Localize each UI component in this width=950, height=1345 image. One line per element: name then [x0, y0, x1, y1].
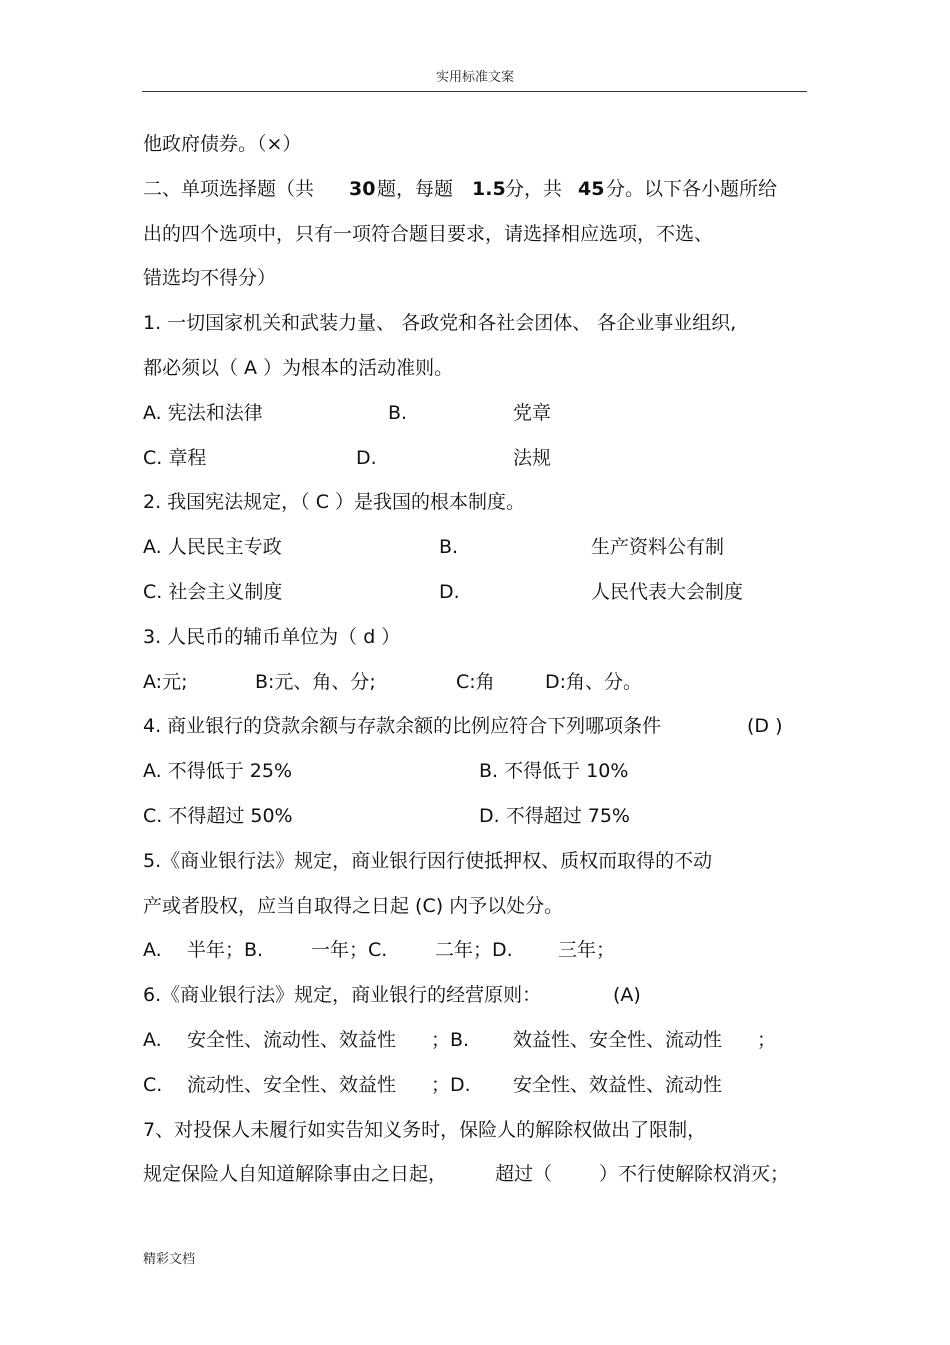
section-heading [143, 167, 808, 212]
option-c: C. 不得超过 50% [143, 804, 293, 827]
question-2 [143, 480, 808, 525]
question-text: 2. 我国宪法规定，（ C ）是我国的根本制度。 [143, 491, 526, 514]
question-text: 7、对投保人未履行如实告知义务时，保险人的解除权做出了限制， [143, 1118, 707, 1141]
question-7 [143, 1108, 808, 1153]
line-text: 他政府债券。（×） [143, 133, 302, 155]
question-text: 规定保险人自知道解除事由之日起， [143, 1163, 448, 1186]
question-7-continued [143, 1152, 808, 1197]
question-text: ）不行使解除权消灭； [599, 1163, 790, 1186]
option-c: C. 章程 [143, 446, 207, 469]
page-header: 实用标准文案 [435, 70, 514, 85]
option-d: 三年； [558, 939, 616, 962]
option-b: 生产资料公有制 [591, 536, 725, 559]
question-4 [143, 704, 808, 749]
option-a: A:元; [143, 670, 188, 693]
options-row [143, 928, 808, 973]
option-a: A. 人民民主专政 [143, 536, 282, 559]
option-c: 流动性、安全性、效益性 [187, 1073, 397, 1096]
question-3 [143, 615, 808, 660]
document-body [143, 122, 808, 1197]
options-row [143, 436, 808, 481]
option-b: 党章 [513, 401, 552, 424]
option-b-letter: B. [388, 401, 408, 424]
line-text: 错选均不得分） [143, 267, 277, 290]
text-line [143, 122, 808, 167]
options-row [143, 794, 808, 839]
question-text: 3. 人民币的辅币单位为（ d ） [143, 625, 401, 648]
heading-text: 题，每题 [377, 177, 454, 200]
heading-text: 二、单项选择题（共 [143, 177, 315, 200]
option-b-letter: B. [439, 536, 459, 559]
option-d: 安全性、效益性、流动性 [513, 1073, 723, 1096]
options-row [143, 525, 808, 570]
options-row [143, 749, 808, 794]
text-line [143, 212, 808, 257]
question-text: 1. 一切国家机关和武装力量、 各政党和各社会团体、 各企业事业组织, [143, 312, 737, 335]
option-d: D. 不得超过 75% [479, 804, 630, 827]
option-d-letter: ；D. [431, 1073, 471, 1096]
option-d-letter: D. [439, 580, 460, 603]
option-a: A. 宪法和法律 [143, 401, 263, 424]
question-1 [143, 301, 808, 346]
question-6 [143, 973, 808, 1018]
options-row [143, 1063, 808, 1108]
answer-mark: (A) [613, 984, 641, 1007]
option-a: A. 不得低于 25% [143, 760, 293, 783]
options-row [143, 660, 808, 705]
option-a-letter: A. [143, 1028, 162, 1051]
question-text: 超过（ [495, 1163, 553, 1186]
option-d: 法规 [513, 446, 552, 469]
option-a: 安全性、流动性、效益性 [187, 1028, 397, 1051]
question-5-continued [143, 884, 808, 929]
total-points: 45 [578, 177, 605, 200]
option-a-letter: A. [143, 939, 162, 962]
header-divider [142, 91, 807, 92]
question-1-continued [143, 346, 808, 391]
question-text: 5.《商业银行法》规定，商业银行因行使抵押权、质权而取得的不动 [143, 849, 713, 872]
option-d-letter: D. [356, 446, 377, 469]
option-c: 二年；D. [435, 939, 513, 962]
heading-text: 分。以下各小题所给 [606, 177, 778, 200]
text-line [143, 256, 808, 301]
line-text: 出的四个选项中，只有一项符合题目要求，请选择相应选项，不选、 [143, 222, 714, 245]
question-text: 产或者股权，应当自取得之日起 (C) 内予以处分。 [143, 894, 564, 917]
question-text: 4. 商业银行的贷款余额与存款余额的比例应符合下列哪项条件 [143, 715, 662, 738]
option-b: 效益性、安全性、流动性 [513, 1028, 723, 1051]
answer-mark: (D ) [747, 715, 783, 738]
options-row [143, 391, 808, 436]
option-c: C:角 [456, 670, 495, 693]
question-text: 都必须以（ A ）为根本的活动准则。 [143, 356, 454, 379]
heading-text: 分，共 [505, 177, 563, 200]
option-c-letter: C. [143, 1073, 163, 1096]
page-footer: 精彩文档 [143, 1252, 196, 1267]
question-count: 30 [349, 177, 376, 200]
question-5 [143, 839, 808, 884]
points-per-question: 1.5 [472, 177, 506, 200]
option-a: 半年；B. [187, 939, 264, 962]
option-b: B:元、角、分; [255, 670, 376, 693]
option-b-letter: ；B. [431, 1028, 470, 1051]
options-row [143, 1018, 808, 1063]
option-b: B. 不得低于 10% [479, 760, 629, 783]
option-b: 一年；C. [311, 939, 388, 962]
option-separator: ； [757, 1028, 777, 1051]
options-row [143, 570, 808, 615]
option-c: C. 社会主义制度 [143, 580, 283, 603]
option-d: 人民代表大会制度 [591, 580, 744, 603]
option-d: D:角、分。 [545, 670, 643, 693]
question-text: 6.《商业银行法》规定，商业银行的经营原则： [143, 984, 542, 1007]
